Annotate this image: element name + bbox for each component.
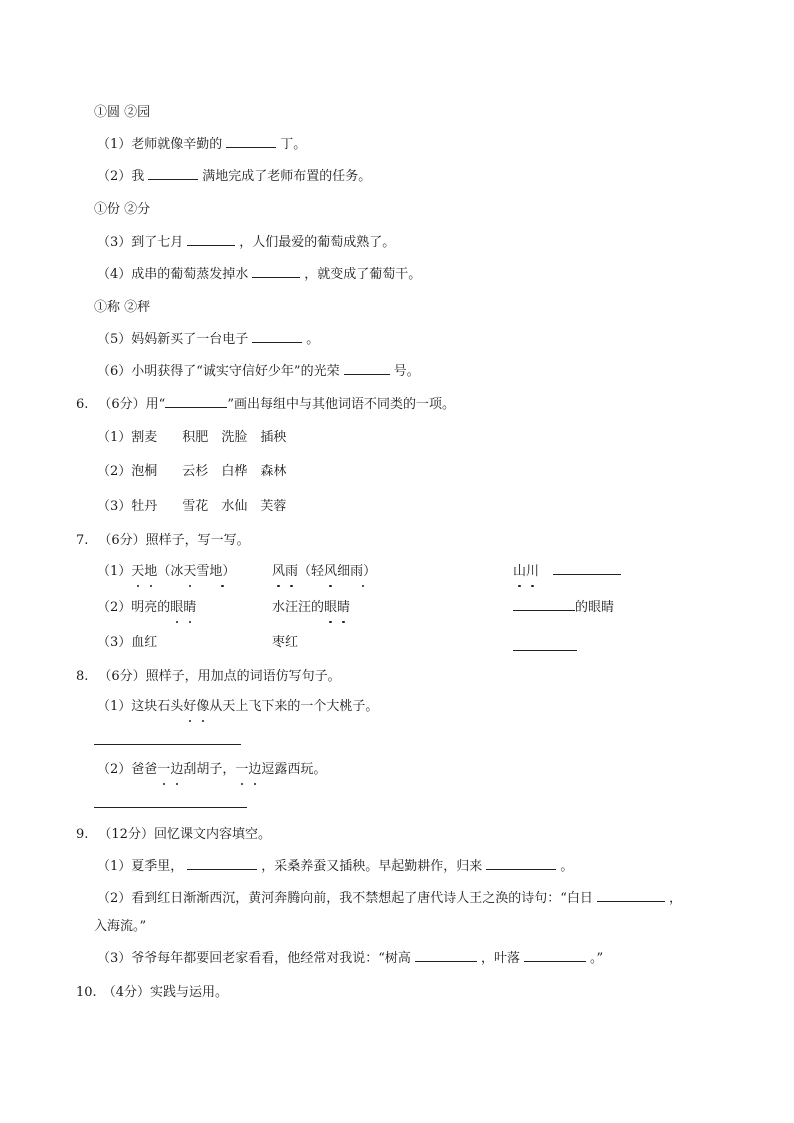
q6-heading [76, 395, 455, 415]
answer-blank[interactable] [148, 167, 198, 180]
char: （冰 [157, 564, 184, 579]
dotted-char: 一 [235, 760, 248, 780]
word-option[interactable]: 插秧 [260, 430, 287, 445]
answer-blank[interactable] [597, 889, 665, 902]
dotted-char: 地 [144, 562, 157, 582]
q5-options-3: ①称 ②秤 [94, 300, 151, 315]
dotted-char: 好 [183, 697, 196, 717]
item-number: （2） [97, 169, 132, 184]
q5-sentence-3 [97, 233, 395, 253]
q7-row-3-example-2: 枣红 [272, 635, 299, 650]
dotted-char: 边 [170, 760, 183, 780]
answer-blank[interactable] [553, 562, 621, 575]
dotted-char: 风 [272, 562, 285, 582]
word-option[interactable]: 割麦 [131, 430, 158, 445]
sentence-text: 妈妈新买了一台电子 [131, 332, 249, 347]
sentence-text: 号。 [393, 364, 420, 379]
phrase: 明亮的 [131, 600, 171, 615]
word-option[interactable]: 白桦 [221, 464, 248, 479]
dotted-char: 雨 [285, 562, 298, 582]
underline-sample [165, 395, 227, 408]
sentence-text: 满地完成了老师布置的任务。 [202, 169, 372, 184]
word-option[interactable]: 水仙 [221, 499, 248, 514]
q8-sentence-1 [97, 697, 378, 717]
q7-row-2-example-2 [272, 598, 350, 618]
sentence-text: 丁。 [280, 137, 307, 152]
q9-sentence-3 [97, 949, 603, 969]
item-number: （1） [97, 430, 132, 445]
sentence-text: 这块石头 [131, 699, 184, 714]
dotted-char: 山 [513, 562, 526, 582]
dotted-char: 睛 [183, 598, 196, 618]
sentence-text: 老师就像辛勤的 [131, 137, 223, 152]
item-number: （4） [97, 267, 132, 282]
dotted-char: 风 [324, 562, 337, 582]
answer-line[interactable] [94, 807, 247, 808]
dotted-char: 川 [526, 562, 539, 582]
question-text: （6分）照样子，用加点的词语仿写句子。 [98, 669, 341, 684]
q5-sentence-4 [97, 265, 421, 285]
sentence-text: ，采桑养蚕又插秧。早起勤耕作，归来 [261, 859, 483, 874]
q7-row-1-example-2 [272, 562, 376, 582]
phrase: 水汪汪的 [272, 600, 325, 615]
answer-blank[interactable] [486, 857, 556, 870]
q8-heading [76, 667, 341, 687]
question-number: 7. [76, 533, 89, 548]
answer-blank[interactable] [344, 362, 390, 375]
word-option[interactable]: 芙蓉 [260, 499, 287, 514]
q5-sentence-5 [97, 330, 319, 350]
dotted-char: 天 [131, 562, 144, 582]
q9-sentence-2-continued: 入海流。” [94, 919, 147, 934]
item-number: （2） [97, 762, 132, 777]
answer-blank[interactable] [415, 949, 477, 962]
word-option[interactable]: 森林 [260, 464, 287, 479]
item-number: （3） [97, 635, 132, 650]
item-number: （3） [97, 235, 132, 250]
sentence-text: ，叶落 [480, 951, 520, 966]
item-number: （1） [97, 137, 132, 152]
answer-blank[interactable] [252, 265, 300, 278]
item-number: （5） [97, 332, 132, 347]
word-option[interactable]: 洗脸 [221, 430, 248, 445]
sentence-text: 小明获得了“诚实守信好少年”的光荣 [131, 364, 340, 379]
q6-row-2 [97, 462, 286, 482]
q5-sentence-1 [97, 135, 306, 155]
question-text: （12分）回忆课文内容填空。 [98, 827, 271, 842]
dotted-char: 像 [196, 697, 209, 717]
answer-blank[interactable] [513, 598, 575, 611]
question-number: 10. [76, 985, 97, 1000]
char: 雪 [196, 564, 210, 579]
word-option[interactable]: 云杉 [182, 464, 209, 479]
question-text: （6分）用“ [98, 397, 166, 412]
sentence-text: ，人们最爱的葡萄成熟了。 [239, 235, 396, 250]
sentence-text: 夏季里， [131, 859, 184, 874]
char: 细 [337, 564, 351, 579]
question-number: 9. [76, 827, 89, 842]
question-text: （4分）实践与运用。 [102, 985, 228, 1000]
question-text: ”画出每组中与其他词语不同类的一项。 [227, 397, 455, 412]
sentence-text: ，就变成了葡萄干。 [304, 267, 422, 282]
answer-blank[interactable] [524, 949, 586, 962]
item-number: （3） [97, 499, 132, 514]
q9-heading [76, 825, 271, 845]
item-number: （1） [97, 564, 132, 579]
phrase: 血红 [131, 635, 158, 650]
char: （轻 [298, 564, 325, 579]
sentence-text: 看到红日渐渐西沉，黄河奔腾向前，我不禁想起了唐代诗人王之涣的诗句：“白日 [131, 891, 593, 906]
word-option[interactable]: 泡桐 [131, 464, 158, 479]
answer-blank[interactable] [252, 330, 302, 343]
q6-row-1 [97, 428, 286, 448]
sentence-text: 我 [131, 169, 145, 184]
item-number: （2） [97, 464, 132, 479]
word-option[interactable]: 雪花 [182, 499, 209, 514]
q6-row-3 [97, 497, 286, 517]
dotted-char: 地） [209, 562, 235, 582]
word-option[interactable]: 牡丹 [131, 499, 158, 514]
q7-heading [76, 531, 250, 551]
word-option[interactable]: 积肥 [182, 430, 209, 445]
answer-line[interactable] [94, 744, 241, 745]
sentence-text: 。 [560, 859, 574, 874]
q7-row-2-example-1 [97, 598, 196, 618]
sentence-text: 爸爸 [131, 762, 158, 777]
question-text: （6分）照样子，写一写。 [98, 533, 250, 548]
dotted-char: 眼 [324, 598, 337, 618]
phrase: 的眼睛 [575, 600, 615, 615]
sentence-text: ， [668, 891, 682, 906]
sentence-text: 从天上飞下来的一个大桃子。 [209, 699, 379, 714]
sentence-text: 刮胡子， [183, 762, 236, 777]
sentence-text: 到了七月 [131, 235, 184, 250]
item-number: （1） [97, 859, 132, 874]
q8-sentence-2 [97, 760, 326, 780]
item-number: （1） [97, 699, 132, 714]
q5-options-2: ①份 ②分 [94, 202, 151, 217]
q7-row-3-example-1 [97, 633, 157, 653]
answer-blank[interactable] [187, 857, 257, 870]
dotted-char: 眼 [170, 598, 183, 618]
q9-sentence-2 [97, 889, 682, 909]
sentence-text: 逗露西玩。 [261, 762, 327, 777]
item-number: （2） [97, 600, 132, 615]
answer-blank[interactable] [513, 650, 577, 651]
q9-sentence-1 [97, 857, 573, 877]
q10-heading [76, 983, 228, 1003]
q7-row-1-example-1 [97, 562, 235, 582]
dotted-char: 边 [248, 760, 261, 780]
dotted-char: 一 [157, 760, 170, 780]
answer-blank[interactable] [187, 233, 235, 246]
answer-blank[interactable] [226, 135, 276, 148]
item-number: （6） [97, 364, 132, 379]
dotted-char: 雨） [350, 562, 376, 582]
item-number: （2） [97, 891, 132, 906]
q5-sentence-2 [97, 167, 371, 187]
sentence-text: 成串的葡萄蒸发掉水 [131, 267, 249, 282]
dotted-char: 天 [183, 562, 196, 582]
question-number: 6. [76, 397, 89, 412]
item-number: （3） [97, 951, 132, 966]
q7-row-1-task [513, 562, 625, 582]
q5-sentence-6 [97, 362, 420, 382]
sentence-text: 爷爷每年都要回老家看看，他经常对我说：“树高 [131, 951, 411, 966]
question-number: 8. [76, 669, 89, 684]
q7-row-2-task [513, 598, 614, 618]
sentence-text: 。” [589, 951, 604, 966]
sentence-text: 。 [306, 332, 320, 347]
q5-options-1: ①圆 ②园 [94, 105, 151, 120]
dotted-char: 睛 [337, 598, 350, 618]
